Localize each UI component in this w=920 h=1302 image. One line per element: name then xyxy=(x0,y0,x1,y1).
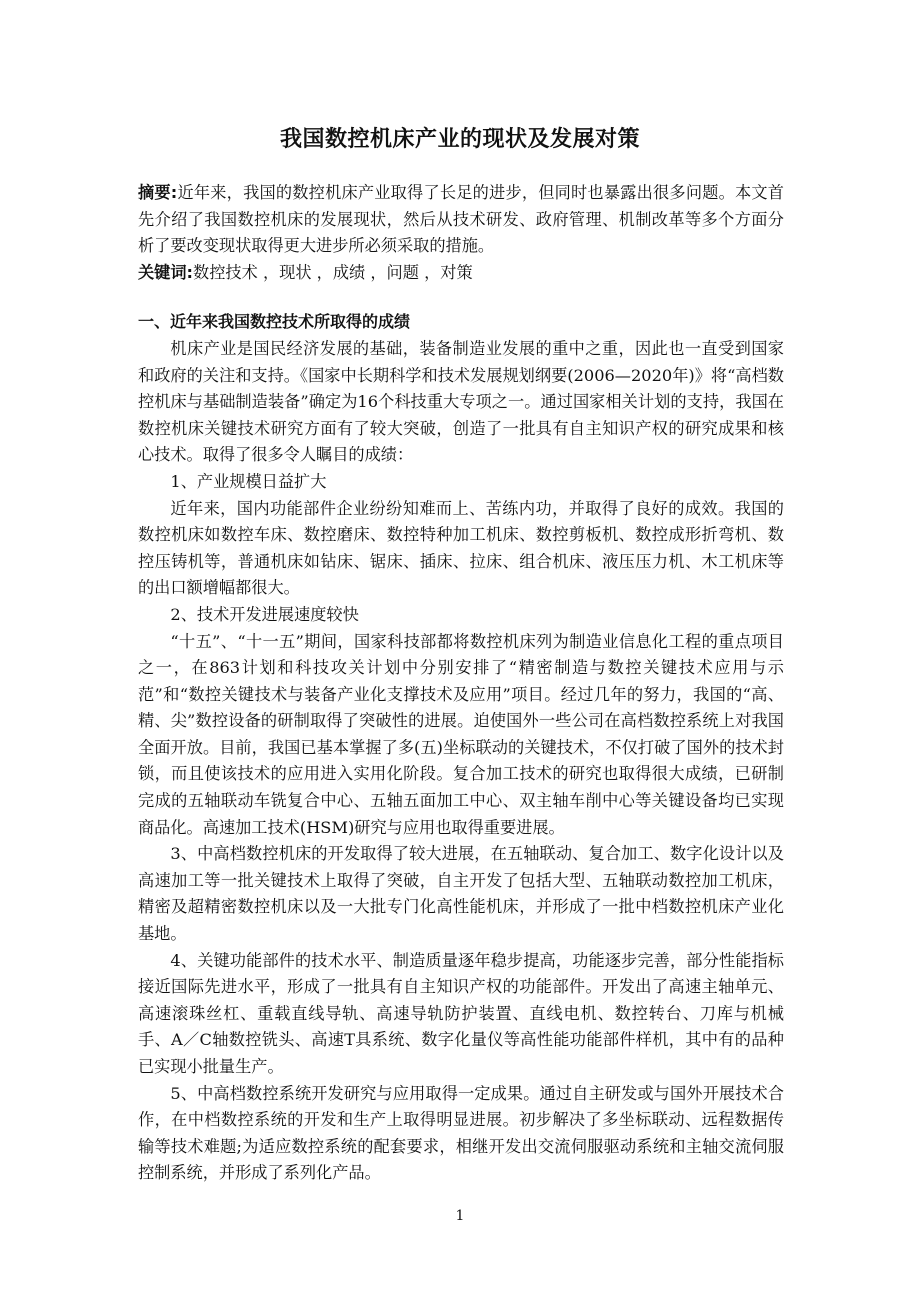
abstract-text: 近年来，我国的数控机床产业取得了长足的进步，但同时也暴露出很多问题。本文首先介绍了我国数控机床的发展现状，然后从技术研发、政府管理、机制改革等多个方面分析了要改变现状取得更大进步所必须采取的措施。 xyxy=(138,183,784,256)
page-number: 1 xyxy=(455,1208,465,1224)
keywords xyxy=(138,260,784,287)
paragraph-industry-scale: 近年来，国内功能部件企业纷纷知难而上、苦练内功，并取得了良好的成效。我国的数控机床如数控车床、数控磨床、数控特种加工机床、数控剪板机、数控成形折弯机、数控压铸机等，普通机床如钻床、锯床、插床、拉床、组合机床、液压压力机、木工机床等的出口额增幅都很大。 xyxy=(138,498,784,598)
paragraph-intro: 机床产业是国民经济发展的基础，装备制造业发展的重中之重，因此也一直受到国家和政府的关注和支持。《国家中长期科学和技术发展规划纲要(2006—2020年)》将“高档数控机床与基础制造装备”确定为16个科技重大专项之一。通过国家相关计划的支持，我国在数控机床关键技术研究方面有了较大突破，创造了一批具有自主知识产权的研究成果和核心技术。取得了很多令人瞩目的成绩： xyxy=(138,338,784,465)
abstract-label: 摘要: xyxy=(138,183,178,202)
abstract xyxy=(138,180,784,260)
paragraph-mid-high-machines: 3、中高档数控机床的开发取得了较大进展，在五轴联动、复合加工、数字化设计以及高速加工等一批关键技术上取得了突破，自主开发了包括大型、五轴联动数控加工机床，精密及超精密数控机床以及一大批专门化高性能机床，并形成了一批中档数控机床产业化基地。 xyxy=(138,844,784,944)
document-title: 我国数控机床产业的现状及发展对策 xyxy=(279,127,640,152)
paragraph-tech-development: “十五”、“十一五”期间，国家科技部都将数控机床列为制造业信息化工程的重点项目之一，在863计划和科技攻关计划中分别安排了“精密制造与数控关键技术应用与示范”和“数控关键技术与装备产业化支撑技术及应用”项目。经过几年的努力，我国的“高、精、尖”数控设备的研制取得了突破性的进展。迫使国外一些公司在高档数控系统上对我国全面开放。目前，我国已基本掌握了多(五)坐标联动的关键技术，不仅打破了国外的技术封锁，而且使该技术的应用进入实用化阶段。复合加工技术的研究也取得很大成绩，已研制完成的五轴联动车铣复合中心、五轴五面加工中心、双主轴车削中心等关键设备均已实现商品化。高速加工技术(HSM)研究与应用也取得重要进展。 xyxy=(138,631,784,837)
section-heading: 一、近年来我国数控技术所取得的成绩 xyxy=(138,312,411,332)
paragraph-cnc-systems: 5、中高档数控系统开发研究与应用取得一定成果。通过自主研发或与国外开展技术合作，在中档数控系统的开发和生产上取得明显进展。初步解决了多坐标联动、远程数据传输等技术难题;为适应数控系统的配套要求，相继开发出交流伺服驱动系统和主轴交流伺服控制系统，并形成了系列化产品。 xyxy=(138,1083,784,1183)
keywords-text: 数控技术 ，现状 ，成绩 ，问题 ，对策 xyxy=(193,262,473,282)
paragraph-key-components: 4、关键功能部件的技术水平、制造质量逐年稳步提高，功能逐步完善，部分性能指标接近国际先进水平，形成了一批具有自主知识产权的功能部件。开发出了高速主轴单元、高速滚珠丝杠、重载直线导轨、高速导轨防护装置、直线电机、数控转台、刀库与机械手、A／C轴数控铣头、高速T具系统、数字化量仪等高性能功能部件样机，其中有的品种已实现小批量生产。 xyxy=(138,950,784,1076)
subheading-industry-scale: 1、产业规模日益扩大 xyxy=(170,471,327,491)
document-body xyxy=(138,180,784,1187)
subheading-tech-development: 2、技术开发进展速度较快 xyxy=(170,604,359,624)
keywords-label: 关键词: xyxy=(138,262,194,282)
